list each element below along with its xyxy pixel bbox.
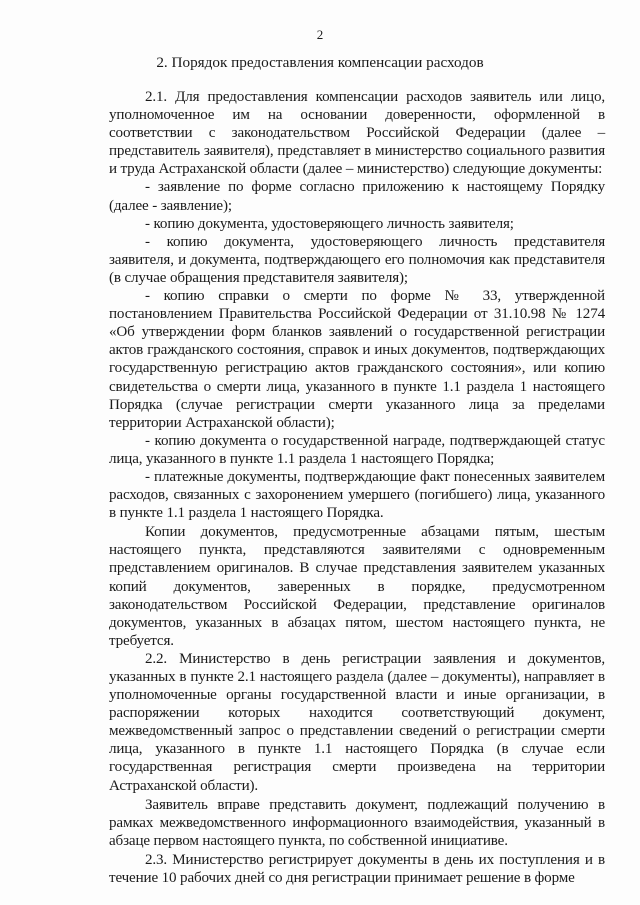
paragraph-2-2: 2.2. Министерство в день регистрации заявления и документов, указанных в пункте 2.1 настоящего раздела (далее – документы), направляет в уполномоченные органы государственной власти и иные организации, в распоряжении которых находится соответствующий документ, межведомственный запрос о представлении сведений о регистрации смерти лица, указанного в пункте 1.1 настоящего Порядка (в случае если государственная регистрация смерти произведена на территории Астраханской области). xyxy=(109,650,605,794)
list-item-death-certificate: - копию справки о смерти по форме № 33, утвержденной постановлением Правительства Российской Федерации от 31.10.98 № 1274 «Об утверждении форм бланков заявлений о государственной регистрации актов гражданского состояния, справок и иных документов, подтверждающих государственную регистрацию актов гражданского состояния», или копию свидетельства о смерти лица, указанного в пункте 1.1 раздела 1 настоящего Порядка (случае регистрации смерти указанного лица за пределами территории Астраханской области); xyxy=(109,288,605,431)
paragraph-copies: Копии документов, предусмотренные абзацами пятым, шестым настоящего пункта, представляются заявителями с одновременным представлением оригиналов. В случае представления заявителем указанных копий документов, заверенных в порядке, предусмотренном законодательством Российской Федерации, представление оригиналов документов, указанных в абзацах пятом, шестом настоящего пункта, не требуется. xyxy=(109,524,605,649)
list-item-application: - заявление по форме согласно приложению к настоящему Порядку (далее - заявление); xyxy=(109,179,605,214)
list-item-representative-copy: - копию документа, удостоверяющего личность представителя заявителя, и документа, подтверждающего его полномочия как представителя (в случае обращения представителя заявителя); xyxy=(109,233,605,286)
list-item-award-document: - копию документа о государственной награде, подтверждающей статус лица, указанного в пункте 1.1 раздела 1 настоящего Порядка; xyxy=(109,432,605,467)
paragraph-2-1: 2.1. Для предоставления компенсации расходов заявитель или лицо, уполномоченное им на основании доверенности, оформленной в соответствии с законодательством Российской Федерации (далее – представитель заявителя), представляет в министерство социального развития и труда Астраханской области (далее – министерство) следующие документы: xyxy=(109,89,605,178)
document-body xyxy=(109,88,605,887)
list-item-identity-copy: - копию документа, удостоверяющего личность заявителя; xyxy=(145,215,514,232)
paragraph-applicant-right: Заявитель вправе представить документ, подлежащий получению в рамках межведомственного информационного взаимодействия, указанный в абзаце первом настоящего пункта, по собственной инициативе. xyxy=(109,796,605,849)
paragraph-2-3: 2.3. Министерство регистрирует документы в день их поступления и в течение 10 рабочих дней со дня регистрации принимает решение в форме xyxy=(109,851,605,887)
section-title: 2. Порядок предоставления компенсации расходов xyxy=(156,54,484,71)
list-item-payment-documents: - платежные документы, подтверждающие факт понесенных заявителем расходов, связанных с захоронением умершего (погибшего) лица, указанного в пункте 1.1 раздела 1 настоящего Порядка. xyxy=(109,468,605,522)
page-number: 2 xyxy=(316,27,324,42)
